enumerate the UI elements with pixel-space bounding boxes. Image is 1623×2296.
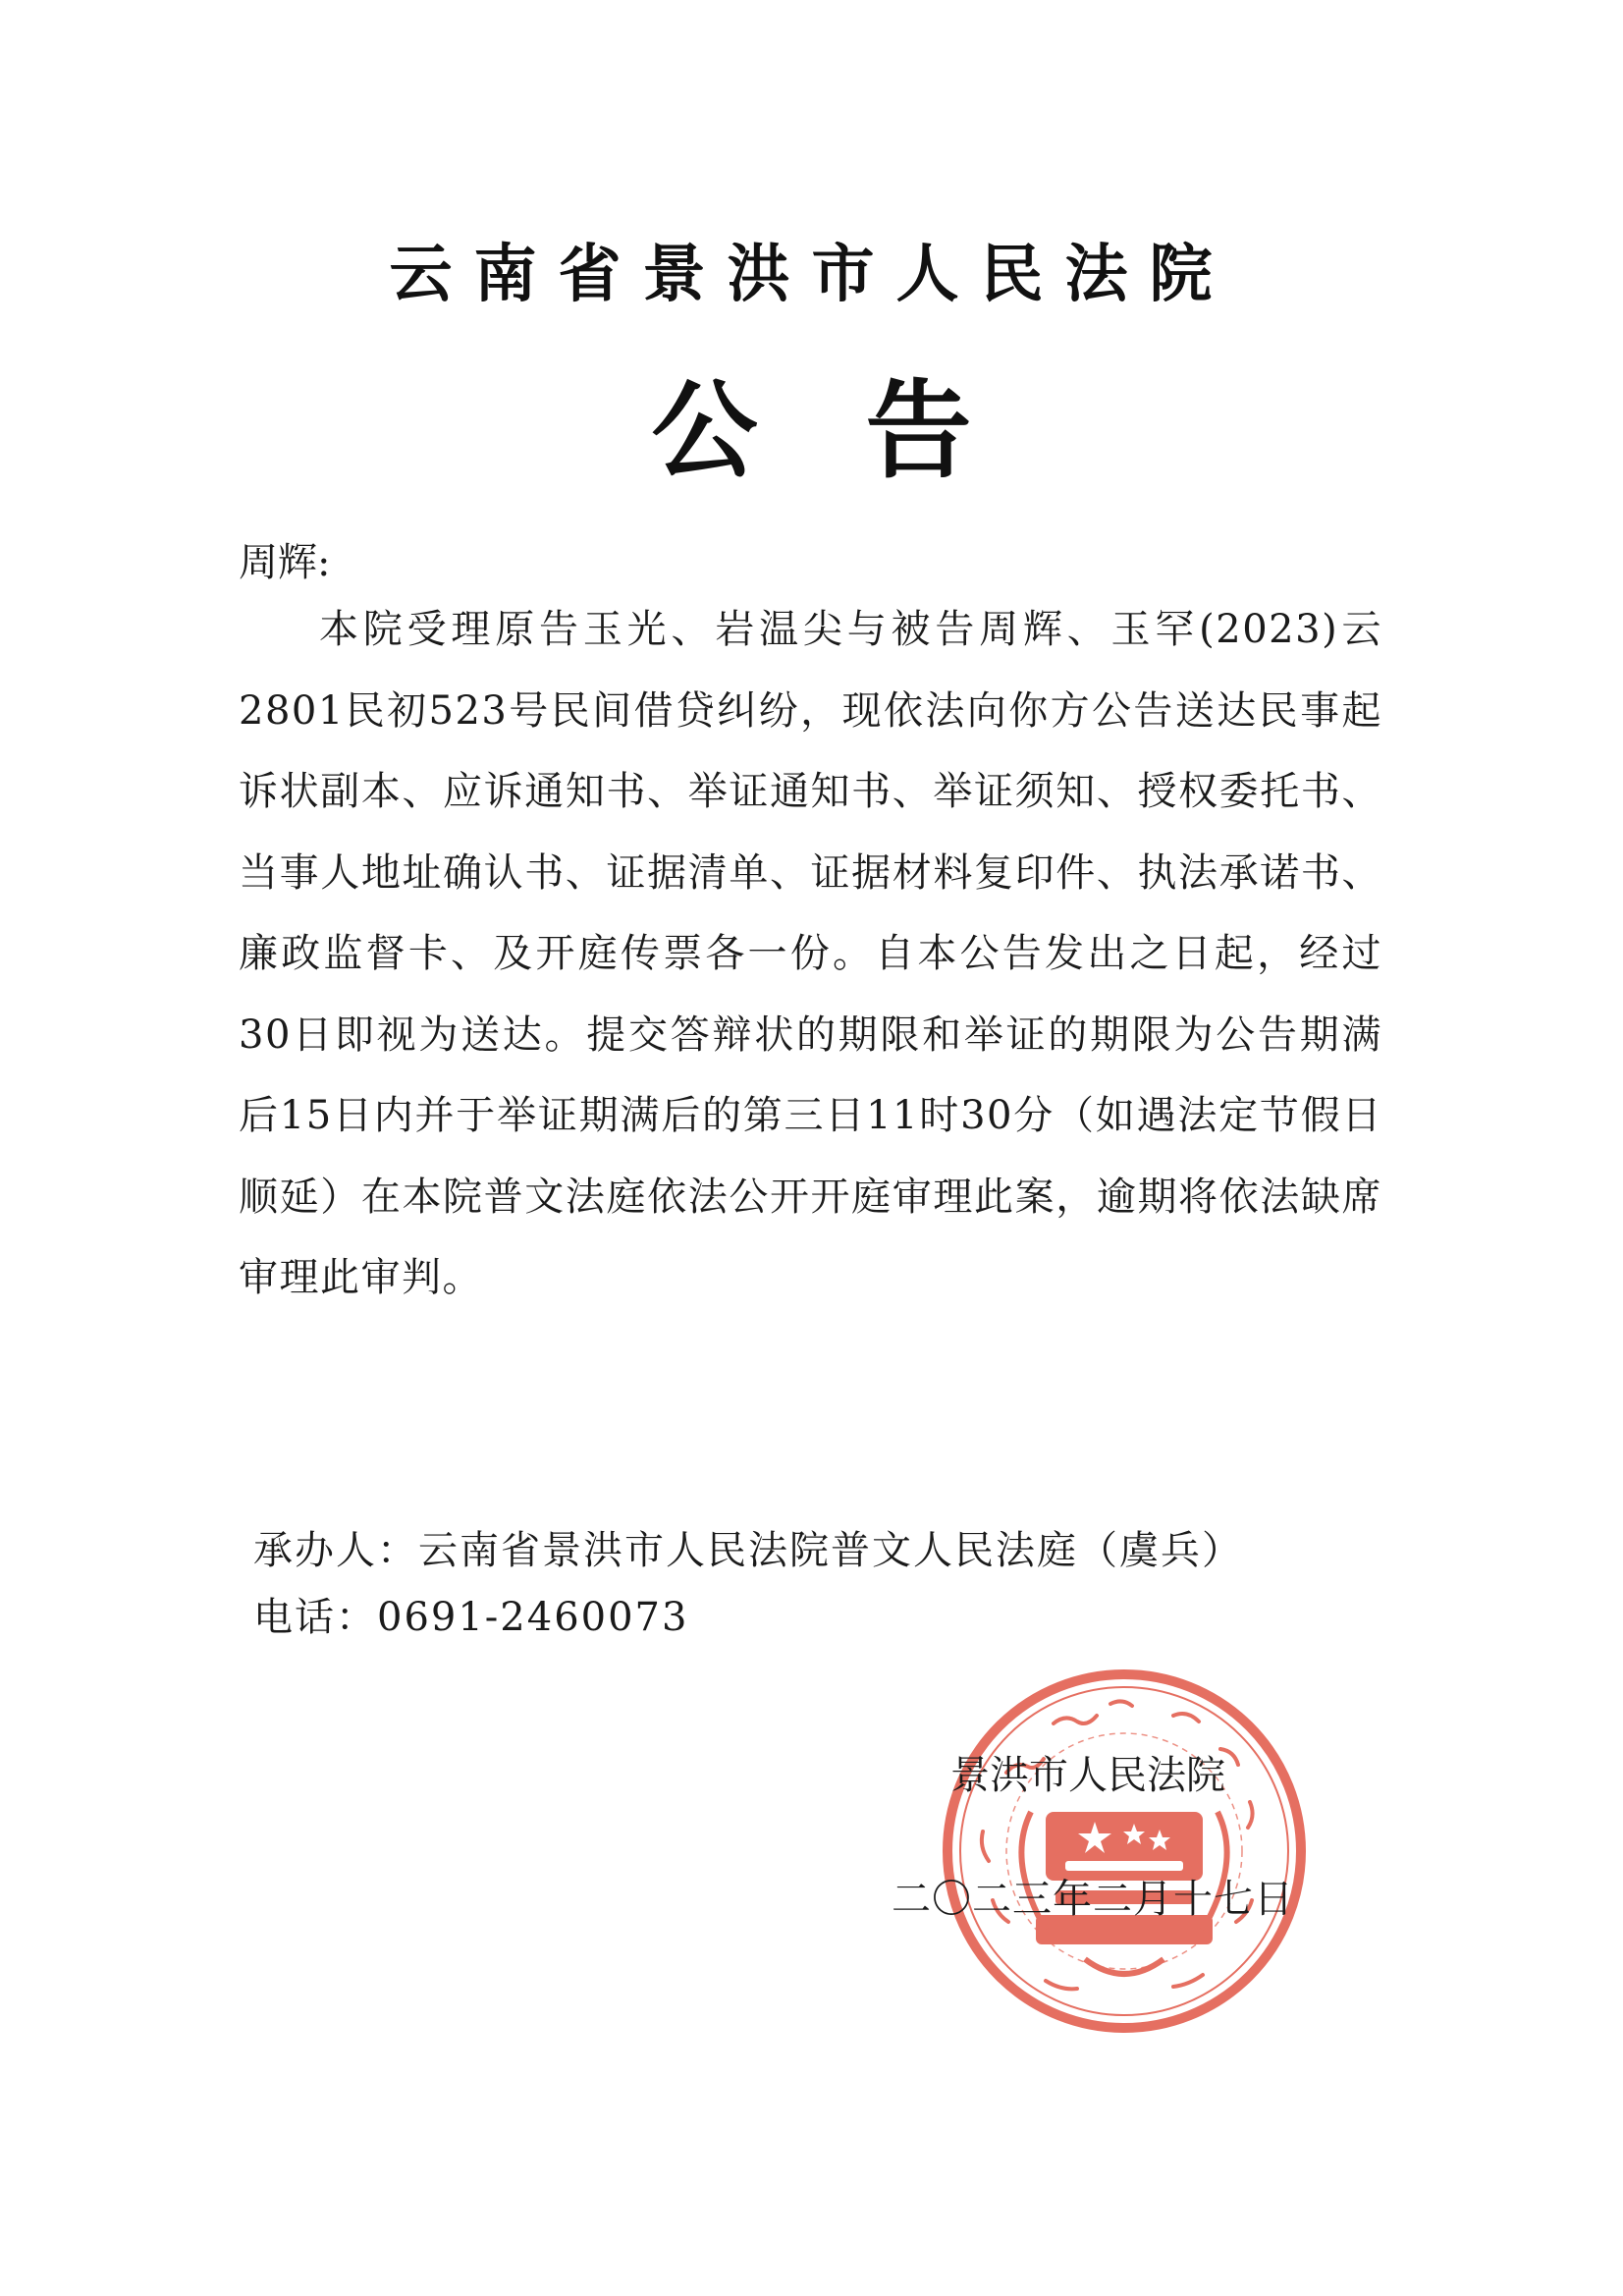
court-name-heading: 云南省景洪市人民法院 (389, 239, 1234, 311)
notice-body: 本院受理原告玉光、岩温尖与被告周辉、玉罕(2023)云2801民初523号民间借贷纠纷，现依法向你方公告送达民事起诉状副本、应诉通知书、举证通知书、举证须知、授权委托书、当事人地址确认书、证据清单、证据材料复印件、执法承诺书、廉政监督卡、及开庭传票各一份。自本公告发出之日起，经过30日即视为送达。提交答辩状的期限和举证的期限为公告期满后15日内并于举证期满后的第三日11时30分（如遇法定节假日顺延）在本院普文法庭依法公开开庭审理此案，逾期将依法缺席审理此审判。 (239, 607, 1382, 1300)
contact-phone: 电话：0691-2460073 (253, 1595, 689, 1640)
contact-block (253, 1517, 1243, 1651)
signature-date: 二〇二三年二月十七日 (892, 1877, 1294, 1922)
case-handler: 承办人：云南省景洪市人民法院普文人民法庭（虞兵） (253, 1528, 1243, 1573)
signature-court-name: 景洪市人民法院 (950, 1753, 1225, 1798)
addressee: 周辉: (239, 540, 331, 585)
notice-heading: 公告 (651, 370, 1080, 493)
court-seal-stamp (938, 1665, 1311, 2038)
